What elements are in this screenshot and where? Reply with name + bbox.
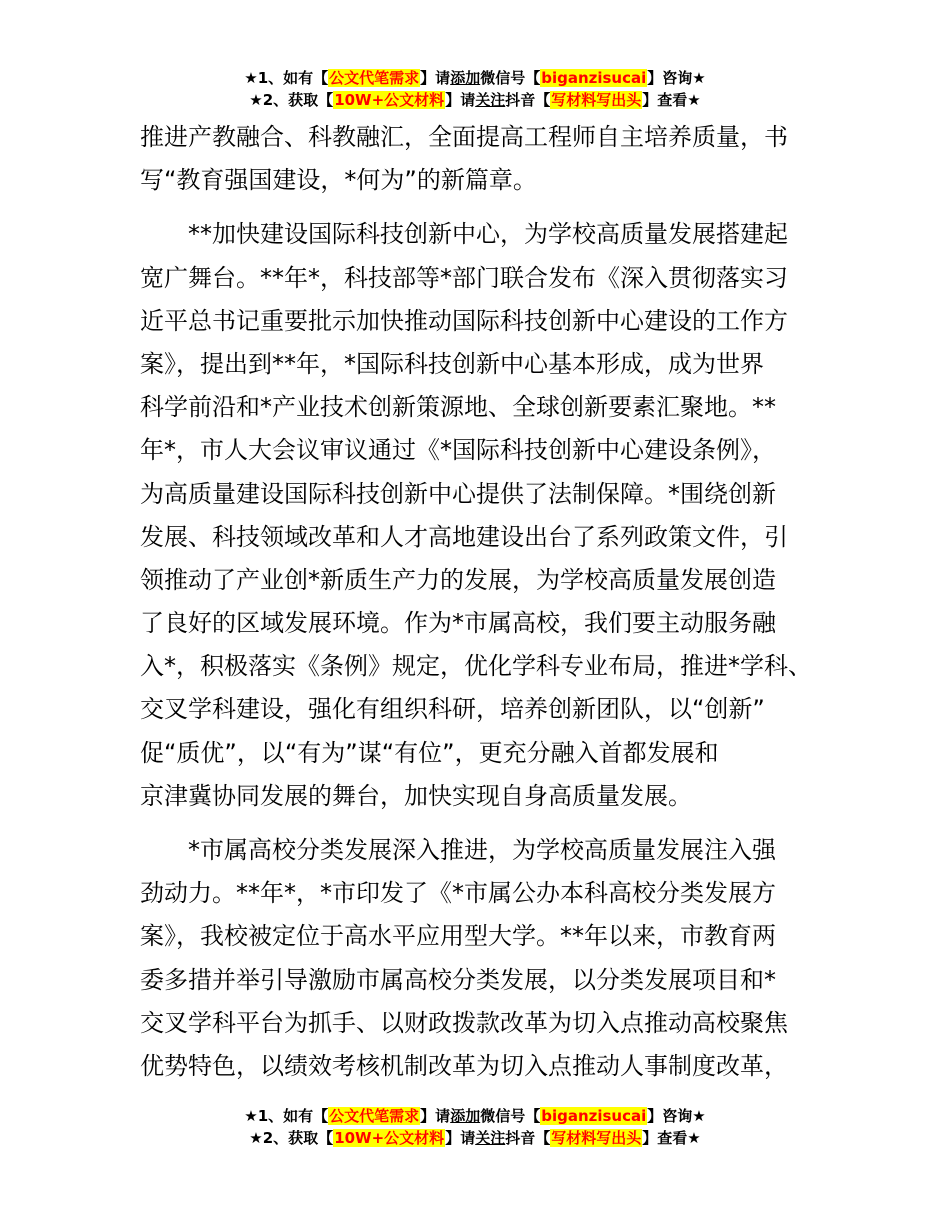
text-line: 交叉学科建设，强化有组织科研，培养创新团队，以“创新” (140, 695, 765, 724)
footer-banner-line-2: ★2、获取【10W+公文材料】请关注抖音【写材料写出头】查看★ (249, 1129, 701, 1147)
paragraph-3 (140, 829, 820, 1088)
text-line: 科学前沿和*产业技术创新策源地、全球创新要素汇聚地。** (140, 393, 776, 422)
text-line: 发展、科技领域改革和人才高地建设出台了系列政策文件，引 (140, 522, 788, 551)
text-line: 促“质优”，以“有为”谋“有位”，更充分融入首都发展和 (140, 738, 719, 767)
highlight-douyin-account: 写材料写出头 (551, 1129, 642, 1147)
header-banner-line-1: ★1、如有【公文代笔需求】请添加微信号【biganzisucai】咨询★ (244, 69, 706, 87)
paragraph-2 (140, 213, 820, 818)
highlight-materials: 10W+公文材料 (334, 91, 445, 109)
text-line: 为高质量建设国际科技创新中心提供了法制保障。*围绕创新 (140, 479, 776, 508)
header-banner (0, 67, 950, 111)
text-line: 写“教育强国建设，*何为”的新篇章。 (140, 166, 537, 195)
document-body (140, 116, 820, 1088)
text-line: 交叉学科平台为抓手、以财政拨款改革为切入点推动高校聚焦 (140, 1008, 788, 1037)
star-icon: ★ (249, 1129, 263, 1147)
star-icon: ★ (244, 1107, 258, 1125)
text-line: 近平总书记重要批示加快推动国际科技创新中心建设的工作方 (140, 306, 788, 335)
highlight-ghostwriting: 公文代笔需求 (329, 1107, 420, 1125)
star-icon: ★ (244, 69, 258, 87)
text-line: 宽广舞台。**年*，科技部等*部门联合发布《深入贯彻落实习 (140, 263, 788, 292)
text-line: 案》，我校被定位于高水平应用型大学。**年以来，市教育两 (140, 922, 776, 951)
text-line: 推进产教融合、科教融汇，全面提高工程师自主培养质量，书 (140, 123, 788, 151)
highlight-wechat-id: biganzisucai (541, 1107, 647, 1125)
highlight-wechat-id: biganzisucai (541, 69, 647, 87)
highlight-douyin-account: 写材料写出头 (551, 91, 642, 109)
text-line: 案》，提出到**年，*国际科技创新中心基本形成，成为世界 (140, 349, 764, 378)
star-icon: ★ (249, 91, 263, 109)
text-line: 京津冀协同发展的舞台，加快实现自身高质量发展。 (140, 781, 692, 810)
highlight-ghostwriting: 公文代笔需求 (329, 69, 420, 87)
text-line: **加快建设国际科技创新中心，为学校高质量发展搭建起 (188, 220, 788, 249)
header-banner-line-2: ★2、获取【10W+公文材料】请关注抖音【写材料写出头】查看★ (249, 91, 701, 109)
text-line: 领推动了产业创*新质生产力的发展，为学校高质量发展创造 (140, 565, 776, 594)
footer-banner-line-1: ★1、如有【公文代笔需求】请添加微信号【biganzisucai】咨询★ (244, 1107, 706, 1125)
text-line: 优势特色，以绩效考核机制改革为切入点推动人事制度改革， (140, 1051, 788, 1080)
text-line: 年*，市人大会议审议通过《*国际科技创新中心建设条例》， (140, 436, 776, 465)
paragraph-1 (140, 116, 820, 202)
text-line: 了良好的区域发展环境。作为*市属高校，我们要主动服务融 (140, 609, 776, 638)
text-line: *市属高校分类发展深入推进，为学校高质量发展注入强 (188, 836, 776, 864)
text-line: 委多措并举引导激励市属高校分类发展，以分类发展项目和* (140, 965, 776, 994)
highlight-materials: 10W+公文材料 (334, 1129, 445, 1147)
text-line: 入*，积极落实《条例》规定，优化学科专业布局，推进*学科、 (140, 652, 812, 681)
footer-banner (0, 1105, 950, 1149)
text-line: 劲动力。**年*，*市印发了《*市属公办本科高校分类发展方 (140, 879, 776, 908)
